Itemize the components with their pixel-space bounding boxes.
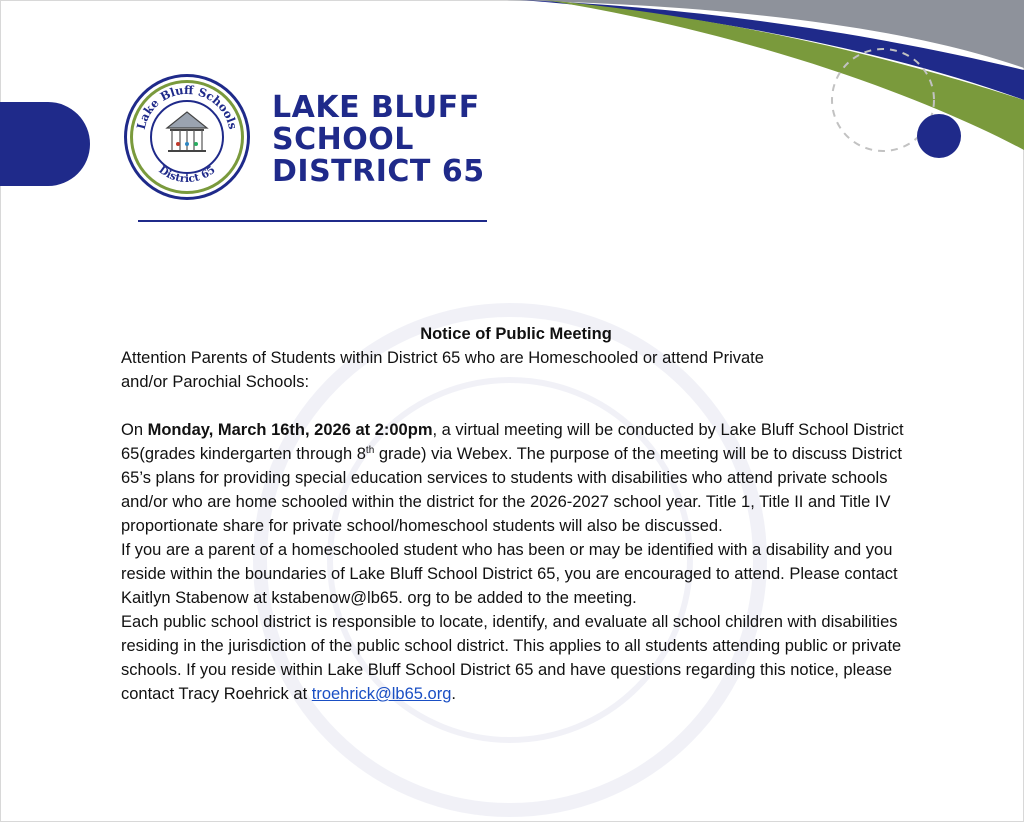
district-name-line2: SCHOOL	[272, 122, 414, 157]
homeschool-paragraph: If you are a parent of a homeschooled student who has been or may be identified with a disability and you reside within the boundaries of Lake Bluff School District 65, you are encouraged to attend. Please contact Kaitlyn Stabenow at kstabenow@lb65. org to be added to the meeting.	[121, 541, 898, 607]
header-rule	[138, 220, 487, 222]
responsibility-paragraph: Each public school district is responsible to locate, identify, and evaluate all school children with disabilities residing in the jurisdiction of the public school district. This applies to all students attending public or private schools. If you reside within Lake Bluff School District 65 and have questions regarding this notice, please contact Tracy Roehrick at troehrick@lb65.org.	[121, 613, 902, 703]
email-link[interactable]: troehrick@lb65.org	[311, 685, 452, 703]
svg-text:District 65: District 65	[156, 163, 218, 186]
left-pill-shape	[0, 102, 90, 186]
blank-line	[121, 394, 911, 418]
attention-line: Attention Parents of Students within District 65 who are Homeschooled or attend Private and/or Parochial Schools:	[121, 349, 764, 391]
district-name	[272, 92, 485, 188]
district-name-line1: LAKE BLUFF	[272, 90, 480, 125]
district-seal-logo	[122, 72, 252, 202]
notice-body	[121, 322, 911, 706]
meeting-paragraph: On Monday, March 16th, 2026 at 2:00pm, a virtual meeting will be conducted by Lake Bluff School District 65(grades kindergarten through 8th grade) via Webex. The purpose of the meeting will be to discuss District 65’s plans for providing special education services to students with disabilities who attend private schools and/or who are home schooled within the district for the 2026-2027 school year. Title 1, Title II and Title IV proportionate share for private school/homeschool students will also be discussed.	[121, 421, 904, 535]
notice-title: Notice of Public Meeting	[420, 325, 612, 343]
navy-dot	[917, 114, 961, 158]
svg-text:Lake Bluff Schools: Lake Bluff Schools	[133, 82, 241, 131]
superscript-th: th	[365, 445, 375, 456]
meeting-date: Monday, March 16th, 2026 at 2:00pm	[147, 421, 433, 439]
district-name-line3: DISTRICT 65	[272, 154, 485, 189]
